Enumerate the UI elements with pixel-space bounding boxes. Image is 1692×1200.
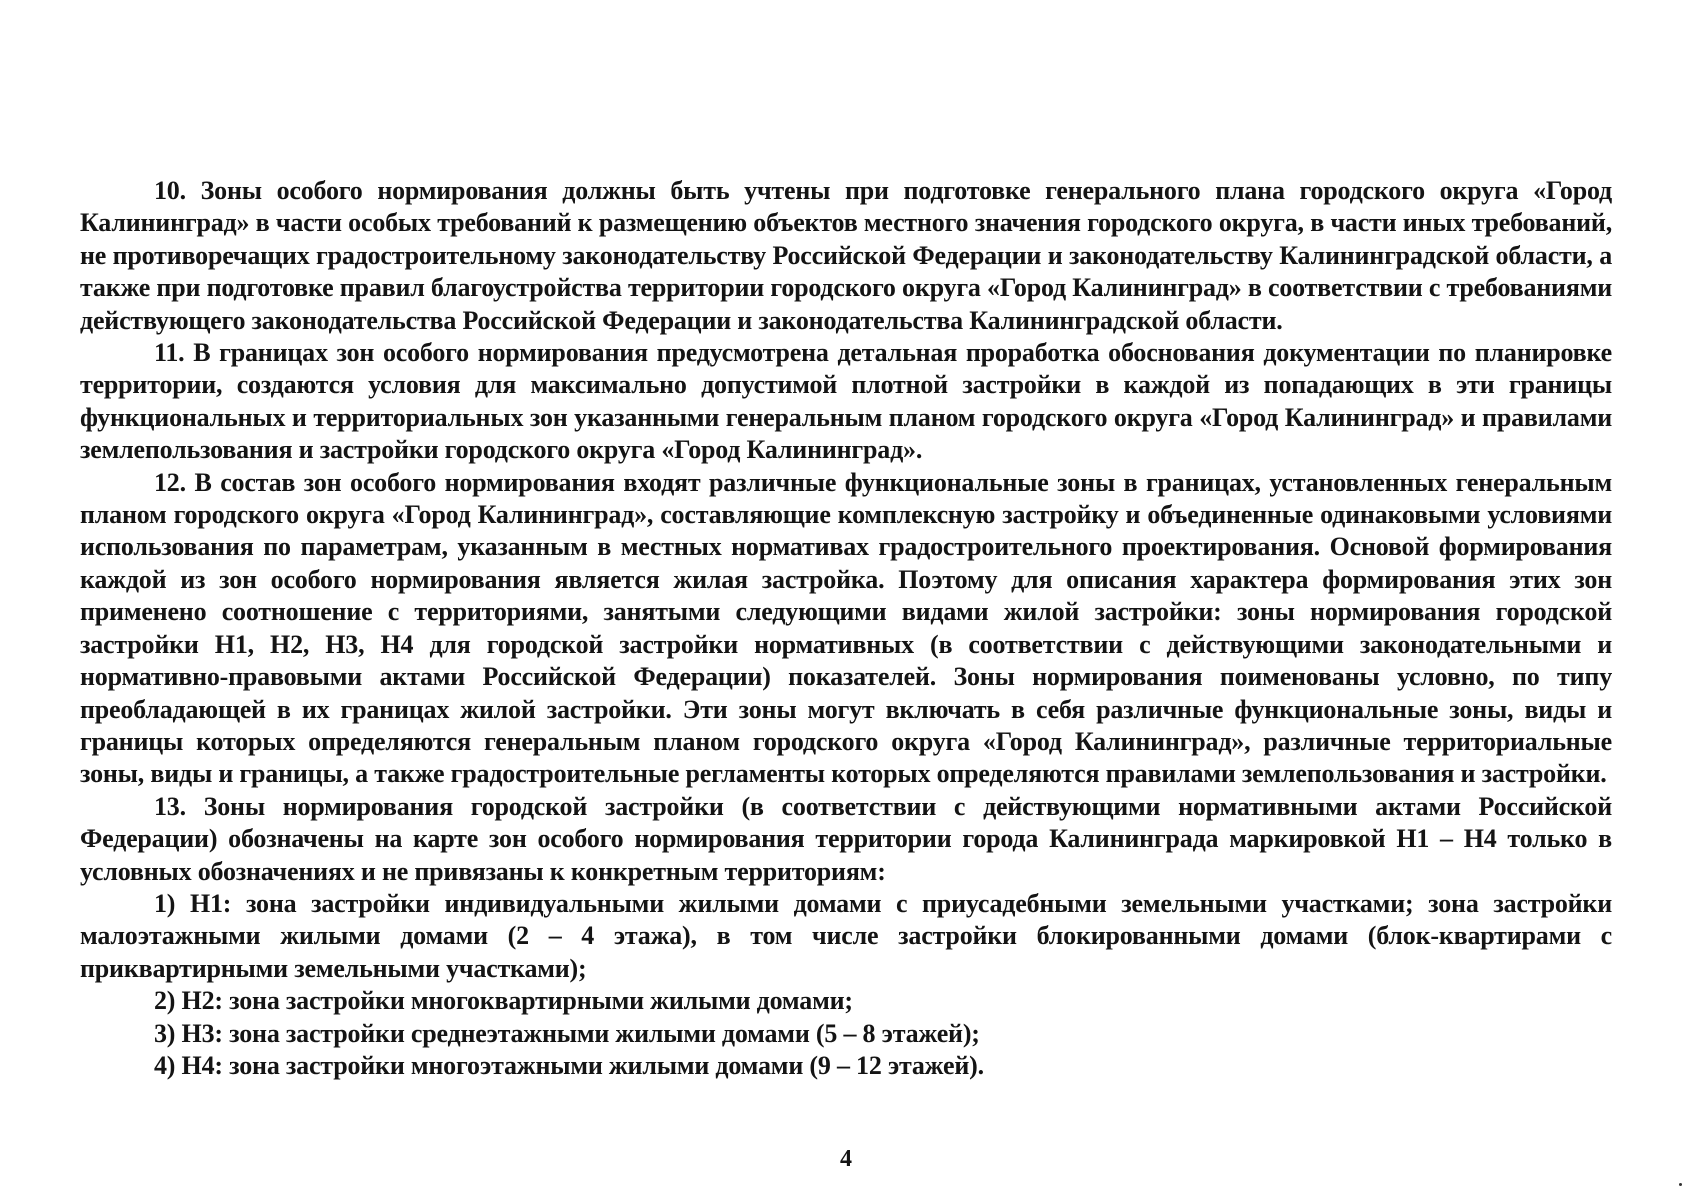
document-body — [80, 175, 1612, 1082]
scan-artifact-dot — [1679, 1183, 1682, 1186]
list-item-h3: 3) Н3: зона застройки среднеэтажными жилыми домами (5 – 8 этажей); — [154, 1018, 980, 1048]
list-item-h1: 1) Н1: зона застройки индивидуальными жилыми домами с приусадебными земельными участками; зона застройки малоэтажными жилыми домами (2 – 4 этажа), в том числе застройки блокированными домами (блок-квартирами с приквартирными земельными участками); — [80, 888, 1612, 983]
paragraph-12: 12. В состав зон особого нормирования входят различные функциональные зоны в границах, установленных генеральным планом городского округа «Город Калининград», составляющие комплексную застройку и объединенные одинаковыми условиями использования по параметрам, указанным в местных нормативах градостроительного проектирования. Основой формирования каждой из зон особого нормирования является жилая застройка. Поэтому для описания характера формирования этих зон применено соотношение с территориями, занятыми следующими видами жилой застройки: зоны нормирования городской застройки Н1, Н2, Н3, Н4 для городской застройки нормативных (в соответствии с действующими законодательными и нормативно-правовыми актами Российской Федерации) показателей. Зоны нормирования поименованы условно, по типу преобладающей в их границах жилой застройки. Эти зоны могут включать в себя различные функциональные зоны, виды и границы которых определяются генеральным планом городского округа «Город Калининград», различные территориальные зоны, виды и границы, а также градостроительные регламенты которых определяются правилами землепользования и застройки. — [80, 467, 1612, 789]
page-number: 4 — [840, 1146, 852, 1172]
list-item-h4: 4) Н4: зона застройки многоэтажными жилыми домами (9 – 12 этажей). — [154, 1050, 984, 1080]
paragraph-10: 10. Зоны особого нормирования должны быть учтены при подготовке генерального плана городского округа «Город Калининград» в части особых требований к размещению объектов местного значения городского округа, в части иных требований, не противоречащих градостроительному законодательству Российской Федерации и законодательству Калининградской области, а также при подготовке правил благоустройства территории городского округа «Город Калининград» в соответствии с требованиями действующего законодательства Российской Федерации и законодательства Калининградской области. — [80, 176, 1612, 335]
paragraph-11: 11. В границах зон особого нормирования предусмотрена детальная проработка обоснования документации по планировке территории, создаются условия для максимально допустимой плотной застройки в каждой из попадающих в эти границы функциональных и территориальных зон указанными генеральным планом городского округа «Город Калининград» и правилами землепользования и застройки городского округа «Город Калининград». — [80, 338, 1612, 465]
paragraph-13: 13. Зоны нормирования городской застройки (в соответствии с действующими нормативными актами Российской Федерации) обозначены на карте зон особого нормирования территории города Калининграда маркировкой Н1 – Н4 только в условных обозначениях и не привязаны к конкретным территориям: — [80, 791, 1612, 886]
list-item-h2: 2) Н2: зона застройки многоквартирными жилыми домами; — [154, 986, 853, 1016]
